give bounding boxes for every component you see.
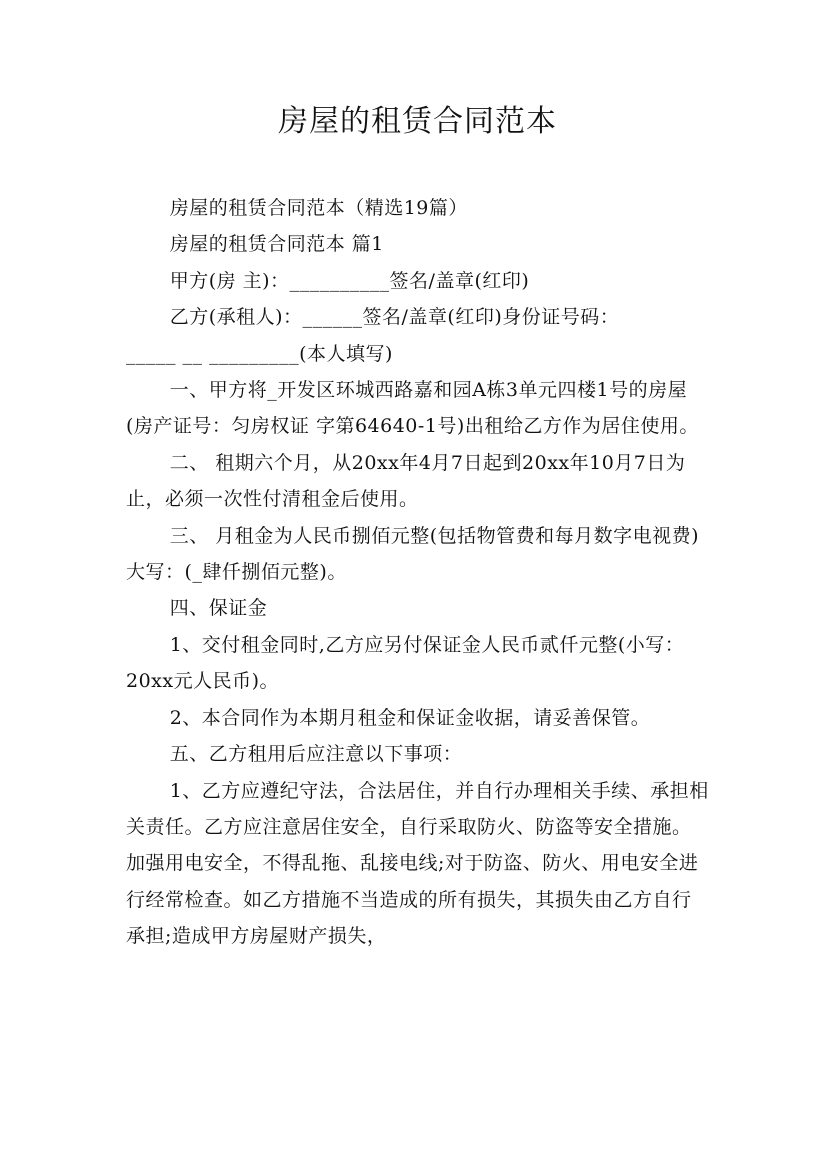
paragraph: 五、乙方租用后应注意以下事项：	[169, 743, 463, 766]
paragraph: 二、 租期六个月，从20xx年4月7日起到20xx年10月7日为止，必须一次性付清租金后使用。	[126, 451, 686, 511]
document-body	[126, 190, 709, 955]
paragraph: 甲方(房 主)：__________签名/盖章(红印)	[169, 269, 530, 292]
paragraph: 1、交付租金同时,乙方应另付保证金人民币贰仟元整(小写：20xx元人民币)。	[126, 633, 685, 693]
paragraph: 2、本合同作为本期月租金和保证金收据，请妥善保管。	[169, 706, 651, 729]
paragraph: _____ __ _________(本人填写)	[126, 342, 393, 365]
paragraph: 房屋的租赁合同范本 篇1	[169, 233, 384, 256]
paragraph: 乙方(承租人)：______签名/盖章(红印)身份证号码：	[169, 306, 620, 329]
paragraph: 一、甲方将_开发区环城西路嘉和园A栋3单元四楼1号的房屋(房产证号：匀房权证 字第64640-1号)出租给乙方作为居住使用。	[126, 379, 699, 438]
paragraph: 1、乙方应遵纪守法，合法居住，并自行办理相关手续、承担相关责任。乙方应注意居住安全，自行采取防火、防盗等安全措施。加强用电安全，不得乱拖、乱接电线;对于防盗、防火、用电安全进行经常检查。如乙方措施不当造成的所有损失，其损失由乙方自行承担;造成甲方房屋财产损失，	[126, 779, 709, 948]
paragraph: 四、保证金	[169, 597, 268, 620]
paragraph: 房屋的租赁合同范本（精选19篇）	[169, 197, 468, 219]
document-title: 房屋的租赁合同范本	[278, 104, 557, 139]
paragraph: 三、 月租金为人民币捌佰元整(包括物管费和每月数字电视费)大写：(_肆仟捌佰元整)。	[126, 524, 700, 584]
